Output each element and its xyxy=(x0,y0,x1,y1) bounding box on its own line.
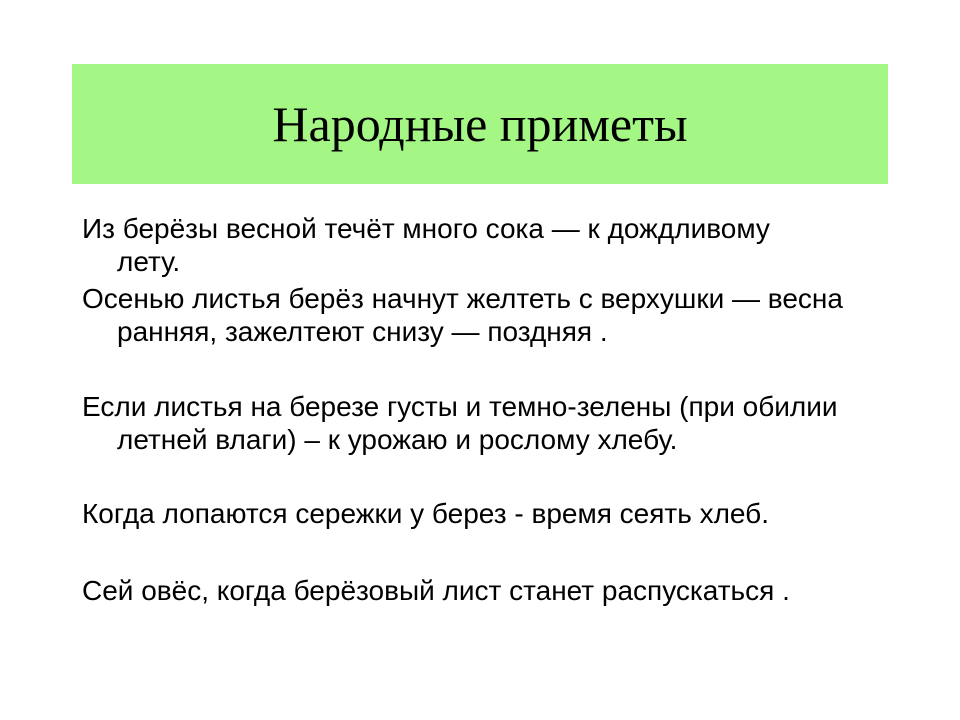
proverb-line: Когда лопаются сережки у берез - время сеять хлеб. xyxy=(82,498,769,529)
proverb-line: Осенью листья берёз начнут желтеть с верхушки — весна xyxy=(82,283,843,314)
proverb-item xyxy=(82,574,892,607)
proverb-line: лету. xyxy=(117,246,181,277)
proverb-item xyxy=(82,390,892,456)
proverb-item xyxy=(82,282,892,348)
proverb-item xyxy=(82,212,892,278)
proverb-line: Из берёзы весной течёт много сока — к дождливому xyxy=(82,213,770,244)
proverb-line: ранняя, зажелтеют снизу — поздняя . xyxy=(117,316,608,347)
title-bar xyxy=(72,64,888,184)
page-title: Народные приметы xyxy=(272,96,688,152)
proverb-item xyxy=(82,497,892,530)
proverb-line: Если листья на березе густы и темно-зелены (при обилии xyxy=(82,391,838,422)
proverb-line: Сей овёс, когда берёзовый лист станет распускаться . xyxy=(82,575,790,606)
proverb-line: летней влаги) – к урожаю и рослому хлебу. xyxy=(117,424,678,455)
